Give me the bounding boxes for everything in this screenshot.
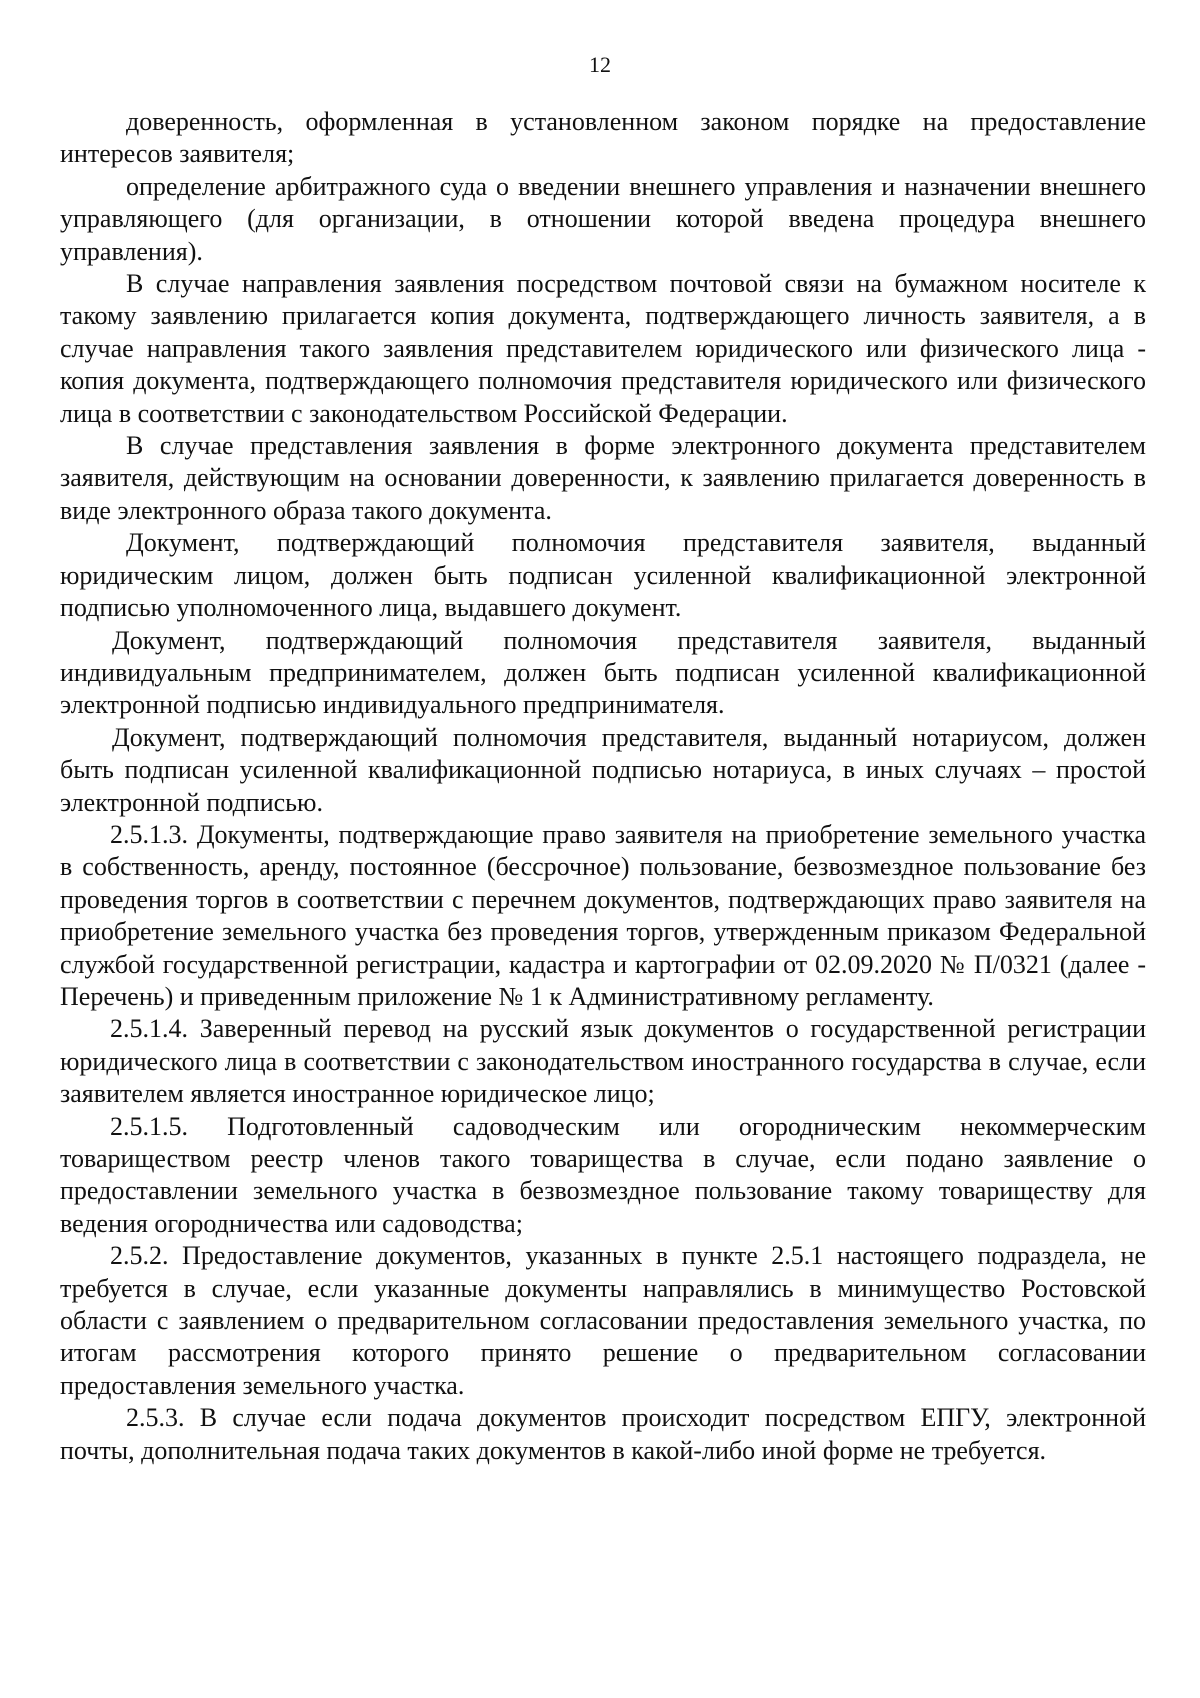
paragraph: 2.5.1.4. Заверенный перевод на русский язык документов о государственной регистрации юридического лица в соответствии с законодательством иностранного государства в случае, если заявителем является иностранное юридическое лицо; xyxy=(60,1014,1146,1109)
paragraph: 2.5.1.3. Документы, подтверждающие право заявителя на приобретение земельного участка в собственность, аренду, постоянное (бессрочное) пользование, безвозмездное пользование без проведения торгов в соответствии с перечнем документов, подтверждающих право заявителя на приобретение земельного участка без проведения торгов, утвержденным приказом Федеральной службой государственной регистрации, кадастра и картографии от 02.09.2020 № П/0321 (далее - Перечень) и приведенным приложение № 1 к Административному регламенту. xyxy=(60,819,1146,1011)
paragraph: Документ, подтверждающий полномочия представителя заявителя, выданный индивидуальным предпринимателем, должен быть подписан усиленной квалификационной электронной подписью индивидуального предпринимателя. xyxy=(60,625,1146,720)
document-body xyxy=(60,106,1146,1467)
paragraph: 2.5.1.5. Подготовленный садоводческим или огородническим некоммерческим товариществом реестр членов такого товарищества в случае, если подано заявление о предоставлении земельного участка в безвозмездное пользование такому товариществу для ведения огородничества или садоводства; xyxy=(60,1111,1146,1238)
paragraph: В случае представления заявления в форме электронного документа представителем заявителя, действующим на основании доверенности, к заявлению прилагается доверенность в виде электронного образа такого документа. xyxy=(60,431,1146,525)
paragraph: определение арбитражного суда о введении внешнего управления и назначении внешнего управляющего (для организации, в отношении которой введена процедура внешнего управления). xyxy=(60,171,1146,266)
paragraph: доверенность, оформленная в установленном законом порядке на предоставление интересов заявителя; xyxy=(60,107,1146,169)
paragraph: Документ, подтверждающий полномочия представителя заявителя, выданный юридическим лицом, должен быть подписан усиленной квалификационной электронной подписью уполномоченного лица, выдавшего документ. xyxy=(60,528,1146,623)
paragraph: 2.5.3. В случае если подача документов происходит посредством ЕПГУ, электронной почты, дополнительная подача таких документов в какой-либо иной форме не требуется. xyxy=(60,1403,1146,1465)
paragraph: 2.5.2. Предоставление документов, указанных в пункте 2.5.1 настоящего подраздела, не требуется в случае, если указанные документы направлялись в минимущество Ростовской области с заявлением о предварительном согласовании предоставления земельного участка, по итогам рассмотрения которого принято решение о предварительном согласовании предоставления земельного участка. xyxy=(60,1241,1146,1400)
paragraph: В случае направления заявления посредством почтовой связи на бумажном носителе к такому заявлению прилагается копия документа, подтверждающего личность заявителя, а в случае направления такого заявления представителем юридического или физического лица - копия документа, подтверждающего полномочия представителя юридического или физического лица в соответствии с законодательством Российской Федерации. xyxy=(60,269,1146,428)
paragraph: Документ, подтверждающий полномочия представителя, выданный нотариусом, должен быть подписан усиленной квалификационной подписью нотариуса, в иных случаях – простой электронной подписью. xyxy=(60,722,1146,817)
page-number: 12 xyxy=(589,52,611,77)
